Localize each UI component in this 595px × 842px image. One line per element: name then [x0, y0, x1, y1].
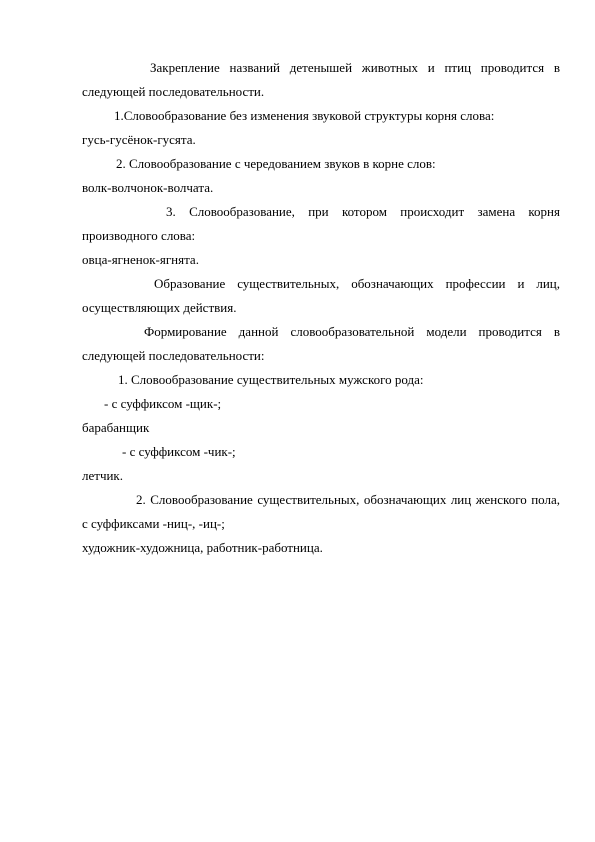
paragraph-item-1: 1.Словообразование без изменения звуковой структуры корня слова: [114, 108, 495, 123]
paragraph-model: Формирование данной словообразовательной модели проводится в следующей последовательности: [82, 324, 560, 363]
paragraph-example-2: волк-волчонок-волчата. [82, 180, 214, 195]
paragraph-item-3: 3. Словообразование, при котором происходит замена корня производного слова: [82, 204, 560, 243]
paragraph-suffix-shchik: - с суффиксом -щик-; [104, 396, 222, 411]
paragraph-professions: Образование существительных, обозначающих профессии и лиц, осуществляющих действия. [82, 276, 560, 315]
paragraph-example-shchik: барабанщик [82, 420, 150, 435]
paragraph-example-feminine: художник-художница, работник-работница. [82, 540, 323, 555]
paragraph-example-chik: летчик. [82, 468, 123, 483]
paragraph-suffix-chik: - с суффиксом -чик-; [122, 444, 236, 459]
paragraph-example-3: овца-ягненок-ягнята. [82, 252, 199, 267]
document-body [82, 56, 560, 560]
paragraph-example-1: гусь-гусёнок-гусята. [82, 132, 196, 147]
paragraph-feminine: 2. Словообразование существительных, обозначающих лиц женского пола, с суффиксами -ниц-, -иц-; [82, 492, 560, 531]
paragraph-item-2: 2. Словообразование с чередованием звуков в корне слов: [116, 156, 436, 171]
paragraph-intro: Закрепление названий детенышей животных и птиц проводится в следующей последовательности. [82, 60, 560, 99]
paragraph-masculine: 1. Словообразование существительных мужского рода: [118, 372, 424, 387]
